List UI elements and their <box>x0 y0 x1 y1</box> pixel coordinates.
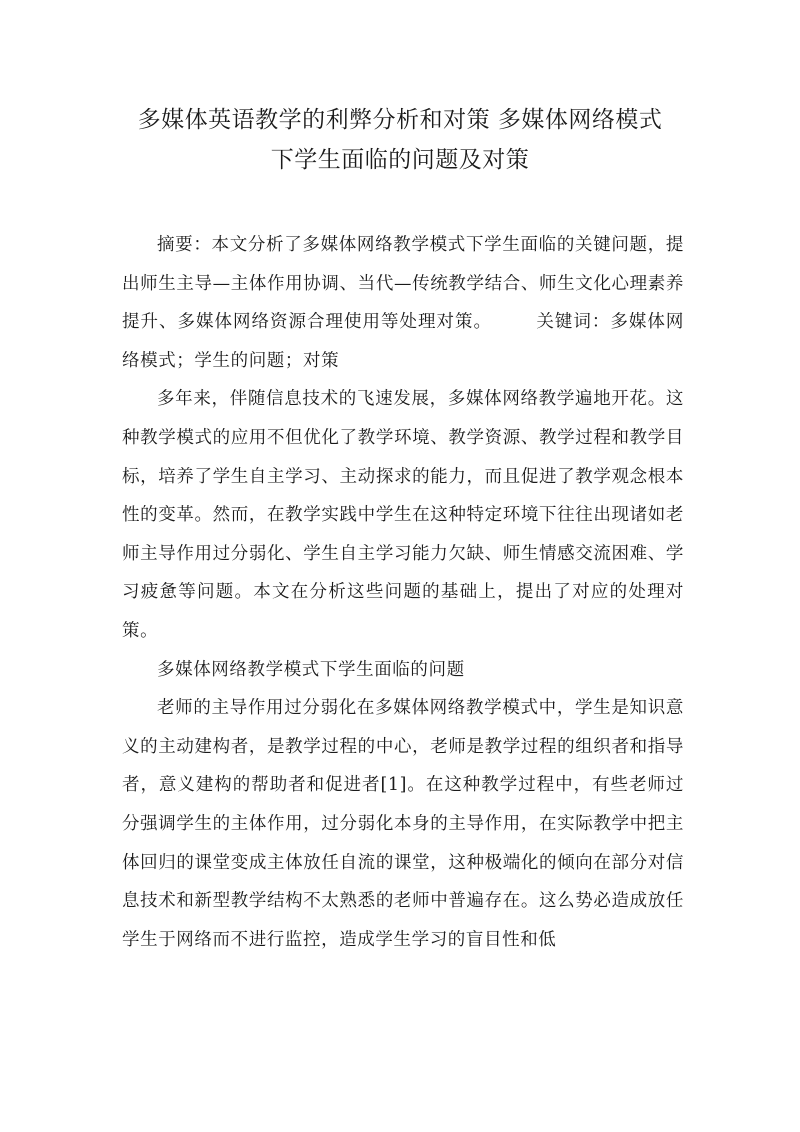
title-line-2: 下学生面临的问题及对策 <box>270 147 530 173</box>
body-paragraph-2: 老师的主导作用过分弱化在多媒体网络教学模式中，学生是知识意义的主动建构者，是教学过程的中心，老师是教学过程的组织者和指导者，意义建构的帮助者和促进者[1]。在这种教学过程中，有些老师过分强调学生的主体作用，过分弱化本身的主导作用，在实际教学中把主体回归的课堂变成主体放任自流的课堂，这种极端化的倾向在部分对信息技术和新型教学结构不太熟悉的老师中普遍存在。这么势必造成放任学生于网络而不进行监控，造成学生学习的盲目性和低 <box>122 698 684 950</box>
document-title <box>100 100 700 180</box>
section-heading: 多媒体网络教学模式下学生面临的问题 <box>157 659 465 680</box>
abstract-paragraph <box>122 226 684 380</box>
keywords-text: 多媒体网络模式；学生的问题；对策 <box>122 312 685 371</box>
document-body <box>122 226 684 959</box>
keywords-label: 关键词： <box>536 312 611 333</box>
abstract-label: 摘要： <box>157 235 212 255</box>
title-line-1: 多媒体英语教学的利弊分析和对策 多媒体网络模式 <box>137 107 663 133</box>
body-paragraph-1: 多年来，伴随信息技术的飞速发展，多媒体网络教学遍地开花。这种教学模式的应用不但优化了教学环境、教学资源、教学过程和教学目标，培养了学生自主学习、主动探求的能力，而且促进了教学观念根本性的变革。然而，在教学实践中学生在这种特定环境下往往出现诸如老师主导作用过分弱化、学生自主学习能力欠缺、师生情感交流困难、学习疲惫等问题。本文在分析这些问题的基础上，提出了对应的处理对策。 <box>122 389 684 641</box>
abstract-text: 本文分析了多媒体网络教学模式下学生面临的关键问题，提出师生主导—主体作用协调、当代—传统教学结合、师生文化心理素养提升、多媒体网络资源合理使用等处理对策。 <box>122 235 684 333</box>
